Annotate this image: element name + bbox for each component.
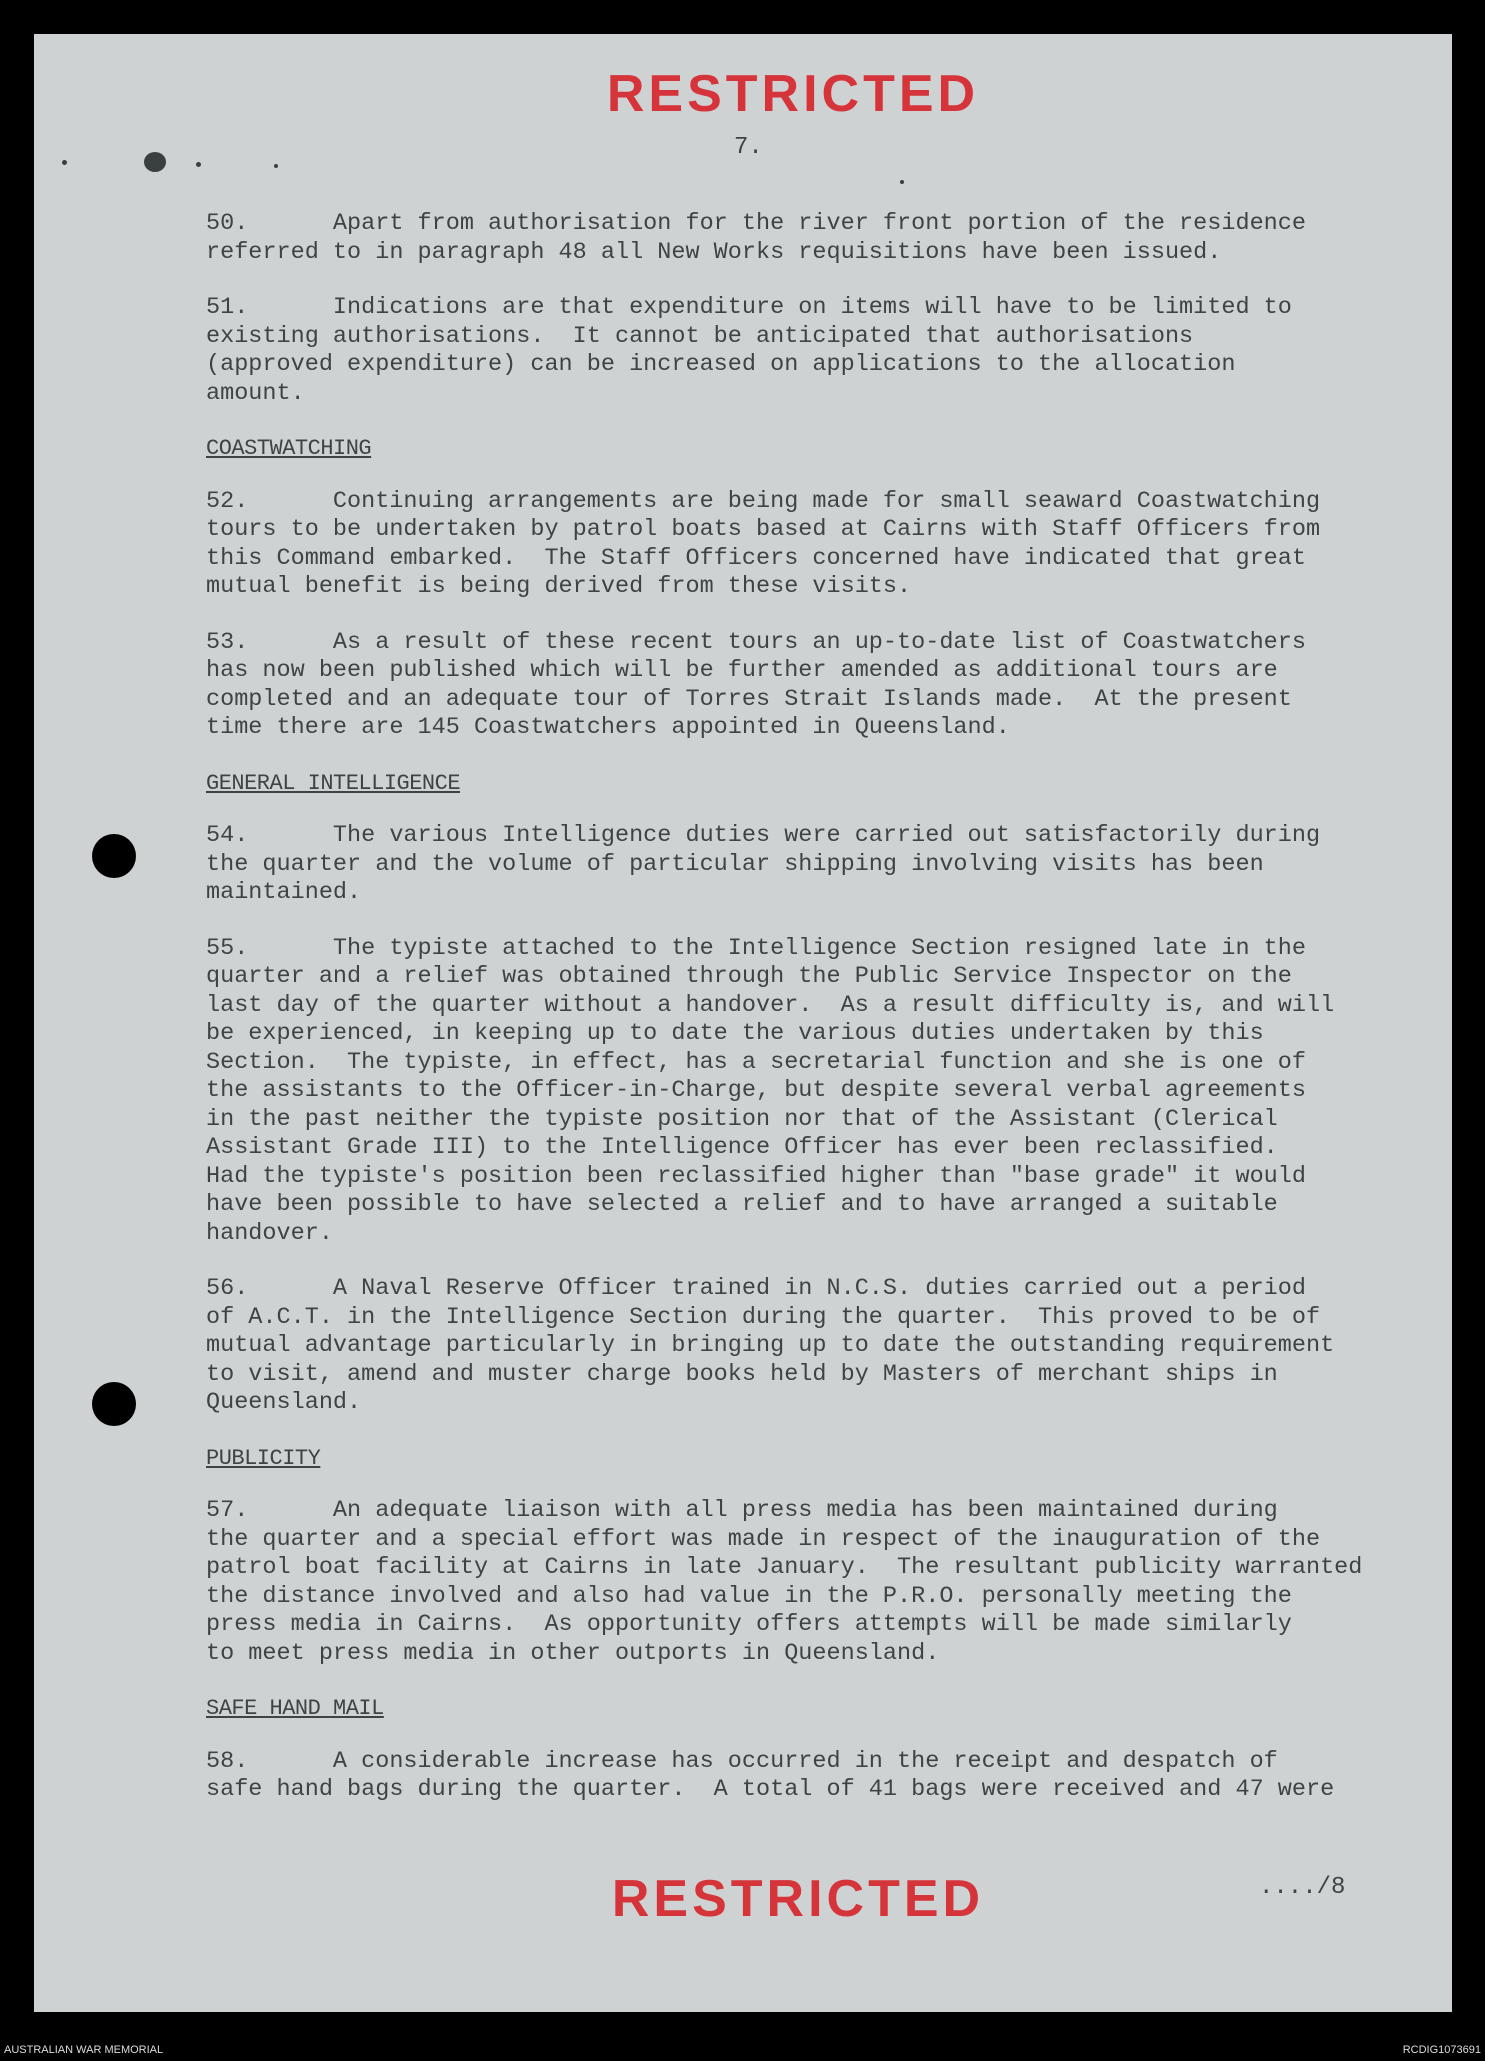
- paragraph-line: has now been published which will be further amended as additional tours are: [206, 657, 1278, 684]
- paragraph-line: this Command embarked. The Staff Officers concerned have indicated that great: [206, 544, 1306, 572]
- numbered-paragraph: [206, 294, 1436, 408]
- numbered-paragraph: [206, 935, 1436, 1249]
- paragraph-line: patrol boat facility at Cairns in late January. The resultant publicity warranted: [206, 1554, 1363, 1581]
- paragraph-line: quarter and a relief was obtained through the Public Service Inspector on the: [206, 963, 1292, 990]
- punch-hole-top: [92, 834, 136, 878]
- numbered-paragraph: [206, 822, 1436, 908]
- paragraph-line: be experienced, in keeping up to date the various duties undertaken by this: [206, 1020, 1264, 1047]
- paragraph-line: safe hand bags during the quarter. A total of 41 bags were received and 47 were: [206, 1776, 1335, 1803]
- paragraph-line: mutual advantage particularly in bringing up to date the outstanding requirement: [206, 1332, 1335, 1359]
- restricted-stamp-top: RESTRICTED: [606, 65, 980, 123]
- paragraph-line: 56. A Naval Reserve Officer trained in N.C.S. duties carried out a period: [206, 1275, 1306, 1302]
- numbered-paragraph: [206, 210, 1436, 267]
- paragraph-line: in the past neither the typiste position nor that of the Assistant (Clerical: [206, 1105, 1278, 1133]
- paragraph-line: Section. The typiste, in effect, has a secretarial function and she is one of: [206, 1048, 1306, 1076]
- numbered-paragraph: [206, 1275, 1436, 1418]
- paragraph-line: the quarter and a special effort was made in respect of the inauguration of the: [206, 1525, 1321, 1553]
- paragraph-line: the quarter and the volume of particular shipping involving visits has been: [206, 850, 1264, 878]
- archive-credit: AUSTRALIAN WAR MEMORIAL: [4, 2044, 164, 2056]
- paragraph-line: the distance involved and also had value in the P.R.O. personally meeting the: [206, 1582, 1292, 1610]
- paragraph-line: amount.: [206, 379, 305, 407]
- paragraph-line: the assistants to the Officer-in-Charge, but despite several verbal agreements: [206, 1077, 1306, 1104]
- paragraph-line: last day of the quarter without a handover. As a result difficulty is, and will: [206, 991, 1335, 1019]
- paragraph-line: referred to in paragraph 48 all New Works requisitions have been issued.: [206, 238, 1222, 266]
- paragraph-line: 50. Apart from authorisation for the river front portion of the residence: [206, 210, 1306, 237]
- paragraph-line: of A.C.T. in the Intelligence Section during the quarter. This proved to be of: [206, 1303, 1321, 1331]
- section-heading: COASTWATCHING: [206, 436, 372, 461]
- page-number: 7.: [734, 134, 763, 161]
- section-heading: GENERAL INTELLIGENCE: [206, 770, 461, 796]
- archive-footer: [0, 2038, 1485, 2061]
- paper-blemish: [274, 164, 278, 168]
- document-body: [206, 210, 1436, 1832]
- continuation-marker: ..../8: [1259, 1874, 1346, 1901]
- paper-blemish: [144, 152, 166, 172]
- paragraph-line: existing authorisations. It cannot be anticipated that authorisations: [206, 322, 1194, 350]
- punch-hole-bottom: [92, 1382, 136, 1426]
- paper-blemish: [62, 160, 67, 165]
- paragraph-line: 55. The typiste attached to the Intelligence Section resigned late in the: [206, 934, 1306, 962]
- restricted-stamp-bottom: RESTRICTED: [611, 1870, 985, 1928]
- paragraph-line: to visit, amend and muster charge books held by Masters of merchant ships in: [206, 1360, 1278, 1388]
- paragraph-line: handover.: [206, 1219, 333, 1247]
- paragraph-line: 52. Continuing arrangements are being made for small seaward Coastwatching: [206, 487, 1321, 515]
- paragraph-line: time there are 145 Coastwatchers appointed in Queensland.: [206, 714, 1010, 741]
- archive-reference: RCDIG1073691: [1402, 2044, 1481, 2056]
- paragraph-line: tours to be undertaken by patrol boats based at Cairns with Staff Officers from: [206, 516, 1321, 543]
- paragraph-line: Assistant Grade III) to the Intelligence Officer has ever been reclassified.: [206, 1134, 1278, 1161]
- paragraph-line: 51. Indications are that expenditure on items will have to be limited to: [206, 294, 1292, 321]
- paragraph-line: have been possible to have selected a relief and to have arranged a suitable: [206, 1191, 1278, 1218]
- paragraph-line: Had the typiste's position been reclassified higher than "base grade" it would: [206, 1162, 1306, 1190]
- section-heading: PUBLICITY: [206, 1445, 321, 1471]
- paragraph-line: (approved expenditure) can be increased on applications to the allocation: [206, 351, 1236, 378]
- numbered-paragraph: [206, 1497, 1436, 1668]
- paragraph-line: press media in Cairns. As opportunity offers attempts will be made similarly: [206, 1611, 1292, 1638]
- numbered-paragraph: [206, 629, 1436, 743]
- section-heading: SAFE HAND MAIL: [206, 1696, 384, 1721]
- paragraph-line: mutual benefit is being derived from these visits.: [206, 573, 912, 600]
- paragraph-line: 53. As a result of these recent tours an up-to-date list of Coastwatchers: [206, 628, 1306, 656]
- paragraph-line: Queensland.: [206, 1389, 362, 1416]
- paragraph-line: 58. A considerable increase has occurred in the receipt and despatch of: [206, 1747, 1278, 1775]
- numbered-paragraph: [206, 488, 1436, 602]
- paragraph-line: 54. The various Intelligence duties were carried out satisfactorily during: [206, 822, 1321, 849]
- document-page: [34, 34, 1452, 2012]
- paragraph-line: completed and an adequate tour of Torres Strait Islands made. At the present: [206, 685, 1292, 713]
- numbered-paragraph: [206, 1748, 1436, 1805]
- paper-blemish: [196, 162, 201, 167]
- paragraph-line: maintained.: [206, 879, 362, 906]
- paragraph-line: 57. An adequate liaison with all press media has been maintained during: [206, 1497, 1278, 1524]
- paper-blemish: [900, 180, 904, 184]
- paragraph-line: to meet press media in other outports in Queensland.: [206, 1639, 940, 1667]
